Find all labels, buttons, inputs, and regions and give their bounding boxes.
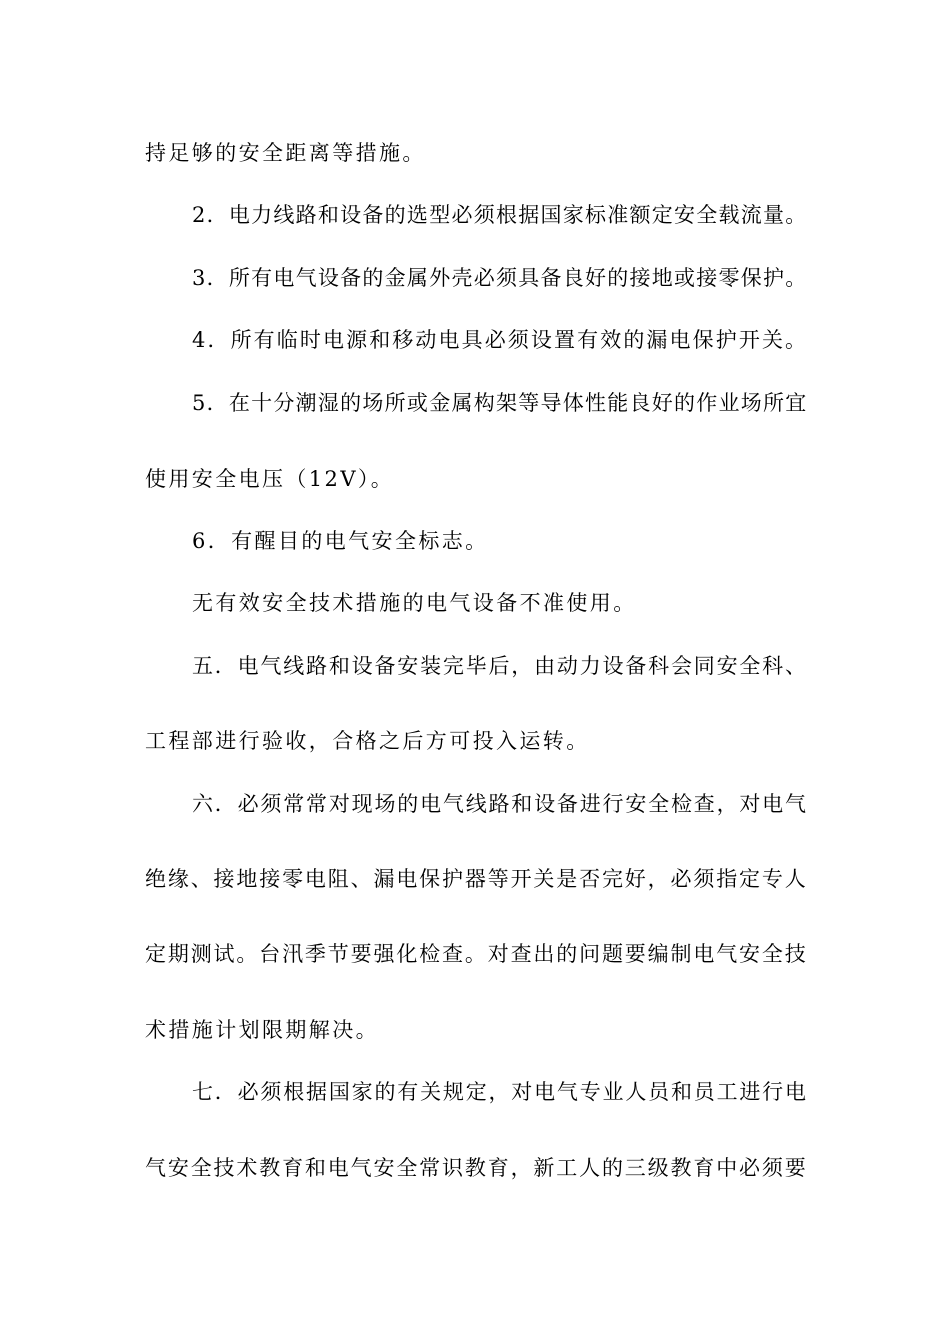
text-line: 绝缘、接地接零电阻、漏电保护器等开关是否完好，必须指定专人 <box>145 867 808 891</box>
text-line: 6．有醒目的电气安全标志。 <box>192 529 489 553</box>
text-line: 3．所有电气设备的金属外壳必须具备良好的接地或接零保护。 <box>192 266 808 290</box>
text-line: 六．必须常常对现场的电气线路和设备进行安全检查，对电气 <box>192 792 808 816</box>
text-line: 定期测试。台汛季节要强化检查。对查出的问题要编制电气安全技 <box>145 942 808 966</box>
text-line: 五．电气线路和设备安装完毕后，由动力设备科会同安全科、 <box>192 654 808 678</box>
text-line: 使用安全电压（12V）。 <box>145 467 395 491</box>
text-line: 术措施计划限期解决。 <box>145 1018 379 1042</box>
text-line: 4．所有临时电源和移动电具必须设置有效的漏电保护开关。 <box>192 328 809 352</box>
text-line: 无有效安全技术措施的电气设备不准使用。 <box>192 591 637 615</box>
text-line: 七．必须根据国家的有关规定，对电气专业人员和员工进行电 <box>192 1080 808 1104</box>
text-line: 持足够的安全距离等措施。 <box>145 141 426 165</box>
text-line: 5．在十分潮湿的场所或金属构架等导体性能良好的作业场所宜 <box>192 391 808 415</box>
text-line: 工程部进行验收，合格之后方可投入运转。 <box>145 729 590 753</box>
text-line: 2．电力线路和设备的选型必须根据国家标准额定安全载流量。 <box>192 203 808 227</box>
text-line: 气安全技术教育和电气安全常识教育，新工人的三级教育中必须要 <box>145 1156 808 1180</box>
